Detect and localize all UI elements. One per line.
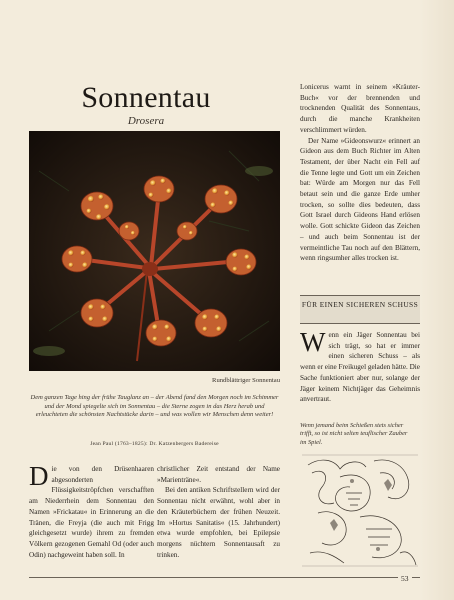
right-paragraph-3-text: enn ein Jäger Sonnentau bei sich trägt, so hat er immer einen sicheren Schuss – als wenn er eine Freikugel geladen hätte. Die Sache funktioniert aber nur, solange der Jäger keinem Nichtjäger das Geheimnis anvertraut.	[300, 331, 420, 404]
drop-cap: D	[29, 461, 49, 491]
epigraph-attribution: Jean Paul (1763–1825): Dr. Katzenbergers Badereise	[90, 441, 219, 447]
left-column	[29, 461, 154, 560]
middle-paragraph-2: Bei den antiken Schriftstellern wird der Sonnentau nicht erwähnt, wohl aber in den Kräuterbüchern der frühen Neuzeit. Im »Hortus Sanitatis« (15. Jahrhundert) etwa wurde empfohlen, bei Epilepsie morgens nüchtern Sonnentausaft zu trinken.	[157, 486, 280, 559]
page-edge-shadow	[420, 0, 454, 600]
right-column-lower	[300, 327, 420, 405]
page-title: Sonnentau	[81, 81, 211, 114]
right-paragraph-2: Der Name »Gideonswurz« erinnert an Gideon aus dem Buch Richter im Alten Testament, der über Nacht ein Fell auf die Tenne legte und Gott um ein Zeichen bat: Würde am Morgen nur das Fell betaut sein und die ganze Erde umher trocken, so sollte dies bedeuten, dass Gott Israel durch Gideons Hand erlösen wolle. Gott schickte Gideon das Zeichen – und auch beim Sonnentau ist der vermeintliche Tau noch auf den Blättern, wenn ringsumher alles trocken ist.	[300, 136, 420, 263]
left-paragraph-text: ie von den Drüsenhaaren abgesonderten Flüssigkeitströpfchen verschafften am Niederrhein dem Sonnentau den Namen »Frickatau« in Erinnerung an die Tränen, die Freyja (die auch mit Frigg gleichgesetzt wurde) ihrem zu fremden Völkern gezogenen Gemahl Od (oder auch Odin) nachgeweint haben soll. In	[29, 465, 154, 559]
epigraph-quote: Dem ganzen Tage hing der frühe Tauglanz an – der Abend fand den Morgen noch im Schimmer und der Mond spiegelte sich im Sonnentau – die Sterne zogen in das Herz herab und erleuchteten die schönsten Nachtstücke darin – und was wollen wir Menschen denn weiter!	[30, 394, 279, 419]
page-number: 53	[398, 574, 412, 583]
page-subtitle: Drosera	[127, 115, 165, 127]
sundew-plant-photo	[29, 131, 280, 371]
footer-rule	[29, 577, 420, 578]
middle-column	[157, 464, 280, 560]
right-paragraph-3	[300, 327, 420, 405]
right-paragraph-1: Lonicerus warnt in seinem »Kräuter-Buch« vor der brennenden und trocknenden Qualität des Sonnentaus, durch die manche Krankheiten verschlimmert würden.	[300, 83, 420, 134]
hunter-engraving	[300, 453, 420, 568]
right-column	[300, 82, 420, 264]
drop-cap: W	[300, 327, 326, 357]
photo-caption: Rundblättriger Sonnentau	[212, 377, 280, 384]
left-paragraph	[29, 461, 154, 560]
middle-paragraph-1: christlicher Zeit entstand der Name »Marientränе«.	[157, 465, 280, 484]
section-heading: FÜR EINEN SICHEREN SCHUSS	[300, 295, 420, 324]
margin-note: Wenn jemand beim Schießen stets sicher trifft, so ist nicht selten teuflischer Zauber im Spiel.	[300, 422, 408, 446]
